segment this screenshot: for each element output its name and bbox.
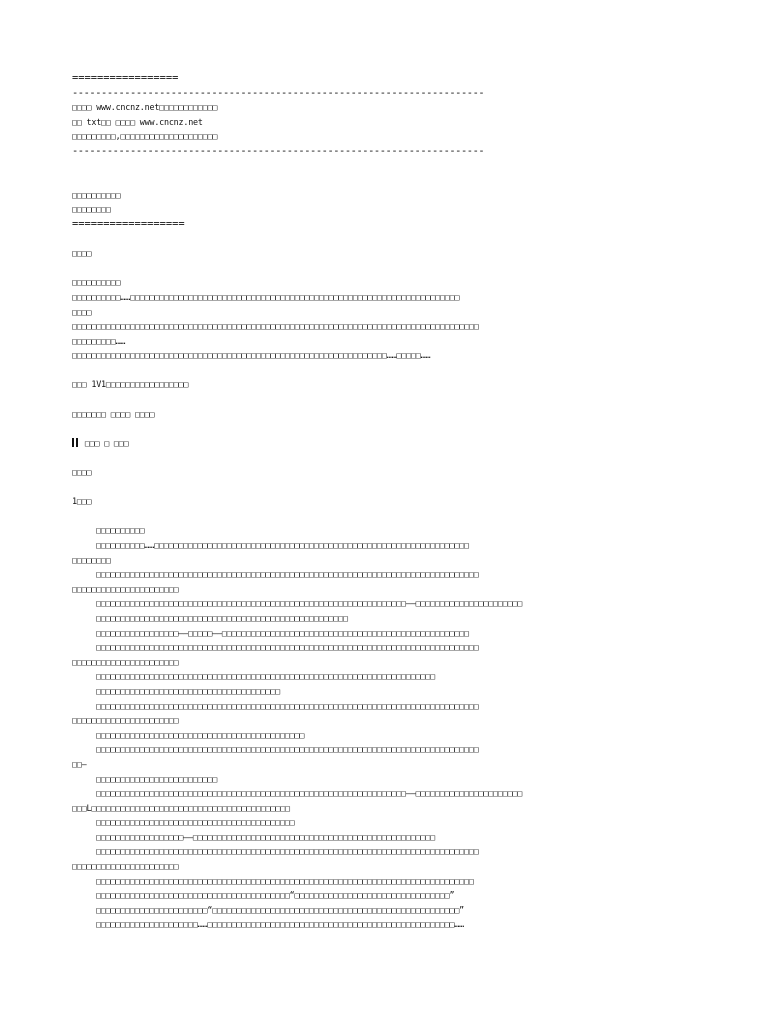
body-line: □□□□□□□□□□□□□□□□□□□□□□□“□□□□□□□□□□□□□□□□□□□□□□□□□□□□□□□□□□□□□□□□□□□□□□□□□□□” (96, 904, 465, 915)
spacer (72, 173, 712, 188)
section-heading: □□□□ (72, 467, 92, 478)
volume-meta: □□□□□□□ □□□□ □□□□ (72, 408, 155, 419)
body-line: □□□□□□□□□□□□□□□□□□□□□□□□□□□□□□□□□□□□□□□□□ (96, 817, 295, 828)
pipe-icon (72, 438, 74, 447)
spacer (72, 450, 712, 465)
spacer (72, 509, 712, 524)
spacer (72, 392, 712, 407)
header-rule-top: ================= (72, 72, 179, 84)
spacer (72, 261, 712, 276)
body-line: □□□□□□□□□□□□□□□□□□□□□□□□□□□□□□□□□□□□□□□□□□□□□□□□□□□□ (96, 612, 348, 623)
body-line: □□□L□□□□□□□□□□□□□□□□□□□□□□□□□□□□□□□□□□□□□□□□□ (72, 802, 290, 813)
body-line: □□□□□□□□□□□□□□□□□□□□□□□□□□□□□□□□□□□□□□□□□□□□□□□□□□□□□□□□□□□□□□□□□□□□□□□□□□□□□□□ (96, 700, 479, 711)
body-line: □□□□□□□□□□□□□□□□□□□□□□□□□□□□□□□□□□□□□□□□□□□□□□□□□□□□□□□□□□□□□□□□□□□□□□□□□□□□□□□ (96, 744, 479, 755)
body-line: □□□□□□□□□□□□□□□□□□□□□□□□□□□□□□□□□□□□□□□□□□□ (96, 729, 305, 740)
header-line-2: □□ txt□□ □□□□ www.cncnz.net (72, 116, 203, 127)
header-line-1: □□□□ www.cncnz.net□□□□□□□□□□□□ (72, 102, 218, 113)
header-dash-line-2: ----------------------------------------------------------------------- (72, 144, 485, 157)
intro-p2-line-b: □□□□□□□□□…… (72, 335, 126, 346)
body-line: □□□□□□□□□□□□□□□□□□□□□□ (72, 656, 179, 667)
volume-nav-text: □□□ □ □□□ (84, 437, 129, 448)
intro-heading: □□□□ (72, 248, 92, 259)
body-line: □□— (72, 758, 87, 769)
body-line: □□□□□□□□□□□□□□□□□□□□□□□□□□□□□□□□□□□□□□□□□□□□□□□□□□□□□□□□□□□□□□□□——□□□□□□□□□□□□□□□□□□□□□□ (96, 788, 523, 799)
document-page (72, 71, 712, 932)
body-line: □□□□□□□□□□ (96, 525, 145, 536)
body-line: □□□□□□□□□□□□□□□□□□□□□□□□□□□□□□□□□□□□□□□□□□□□□□□□□□□□□□□□□□□□□□□□□□□□□□□□□□□□□□□ (96, 642, 479, 653)
intro-p3: □□□□□□□□□□□□□□□□□□□□□□□□□□□□□□□□□□□□□□□□□□□□□□□□□□□□□□□□□□□□□□□□□……□□□□□…… (72, 350, 431, 361)
spacer (72, 159, 712, 174)
spacer (72, 480, 712, 495)
title-rule: ================== (72, 217, 185, 230)
book-title: □□□□□□□□□□ (72, 189, 121, 200)
body-line: □□□□□□□□□□□□□□□□□□□□□□ (72, 861, 179, 872)
intro-p1-head: □□□□□□□□□□ (72, 277, 121, 288)
body-line: □□□□□□□□□□□□□□□□□□□□□□□□□ (96, 773, 218, 784)
chapter-body (72, 523, 712, 932)
body-line: □□□□□□□□□□□□□□□□□□□□□□□□□□□□□□□□□□□□□□□□□□□□□□□□□□□□□□□□□□□□□□□□□□□□□□□□□□□□□□□ (96, 569, 479, 580)
header-line-3: □□□□□□□□□,□□□□□□□□□□□□□□□□□□□□ (72, 131, 218, 142)
intro-p1-line-b: □□□□ (72, 306, 92, 317)
spacer (72, 421, 712, 436)
body-line: □□□□□□□□ (72, 554, 111, 565)
body-line: □□□□□□□□□□□□□□□□□——□□□□□——□□□□□□□□□□□□□□□□□□□□□□□□□□□□□□□□□□□□□□□□□□□□□□□□□□□ (96, 627, 469, 638)
body-line: □□□□□□□□□□□□□□□□□□□□□□□□□□□□□□□□□□□□□□□□□□□□□□□□□□□□□□□□□□□□□□□□□□□□□□□□□□□□□□ (96, 875, 474, 886)
body-line: □□□□□□□□□□□□□□□□□□□□□□□□□□□□□□□□□□□□□□□□“□□□□□□□□□□□□□□□□□□□□□□□□□□□□□□□□” (96, 890, 455, 901)
book-author: □□□□□□□□ (72, 204, 111, 215)
body-line: □□□□□□□□□□□□□□□□□□□□□□ (72, 715, 179, 726)
volume-line: □□□ 1V1□□□□□□□□□□□□□□□□□ (72, 379, 189, 390)
intro-p2-line-a: □□□□□□□□□□□□□□□□□□□□□□□□□□□□□□□□□□□□□□□□□□□□□□□□□□□□□□□□□□□□□□□□□□□□□□□□□□□□□□□□□□□□ (72, 321, 479, 332)
body-line: □□□□□□□□□□□□□□□□□□□□□□ (72, 583, 179, 594)
body-line: □□□□□□□□□□□□□□□□□□□□□□□□□□□□□□□□□□□□□□□□□□□□□□□□□□□□□□□□□□□□□□□□——□□□□□□□□□□□□□□□□□□□□□□ (96, 598, 523, 609)
body-line: □□□□□□□□□□□□□□□□□□□□□□□□□□□□□□□□□□□□□□ (96, 685, 281, 696)
pipe-icon (76, 438, 78, 447)
body-line: □□□□□□□□□□□□□□□□□□□□□……□□□□□□□□□□□□□□□□□□□□□□□□□□□□□□□□□□□□□□□□□□□□□□□□□□□…… (96, 919, 465, 930)
spacer (72, 232, 712, 247)
volume-nav (72, 436, 712, 451)
intro-p1-line-a: □□□□□□□□□□……□□□□□□□□□□□□□□□□□□□□□□□□□□□□□□□□□□□□□□□□□□□□□□□□□□□□□□□□□□□□□□□□□□□□ (72, 291, 460, 302)
chapter-heading: 1□□□ (72, 496, 92, 507)
body-line: □□□□□□□□□□□□□□□□□□□□□□□□□□□□□□□□□□□□□□□□□□□□□□□□□□□□□□□□□□□□□□□□□□□□□□ (96, 671, 435, 682)
spacer (72, 363, 712, 378)
body-line: □□□□□□□□□□□□□□□□□□——□□□□□□□□□□□□□□□□□□□□□□□□□□□□□□□□□□□□□□□□□□□□□□□□□□ (96, 831, 435, 842)
body-line: □□□□□□□□□□……□□□□□□□□□□□□□□□□□□□□□□□□□□□□□□□□□□□□□□□□□□□□□□□□□□□□□□□□□□□□□□□□□ (96, 540, 469, 550)
header-dash-line: ----------------------------------------------------------------------- (72, 86, 485, 99)
body-line: □□□□□□□□□□□□□□□□□□□□□□□□□□□□□□□□□□□□□□□□□□□□□□□□□□□□□□□□□□□□□□□□□□□□□□□□□□□□□□□ (96, 846, 479, 857)
